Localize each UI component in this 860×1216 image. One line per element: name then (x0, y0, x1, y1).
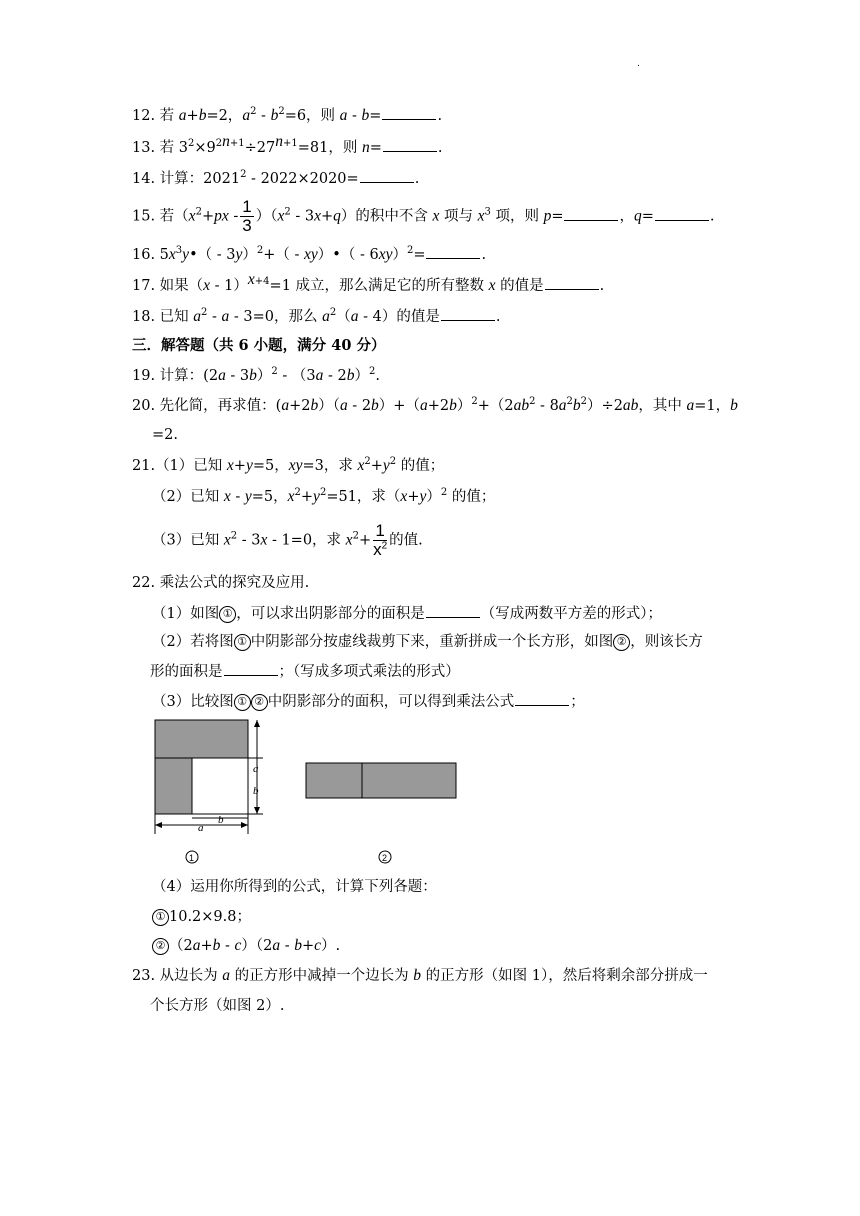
question-17: 17. 如果（x - 1）$^{x+4}$=1 成立，那么满足它的所有整数 x 的值是 . (132, 271, 605, 294)
section-heading: 三．解答题（共 6 小题，满分 40 分） (132, 337, 386, 354)
fraction: $\frac{1}{3}$ (242, 197, 252, 235)
question-22-part4: （4）运用你所得到的公式，计算下列各题： (152, 879, 437, 895)
answer-blank[interactable] (564, 206, 618, 221)
label-b: b (253, 785, 259, 797)
fraction: $\frac{1}{x^2}$ (373, 521, 388, 559)
question-13: 13. 若 $3^2\times 9^{2n+1}\div 27^{n+1}=81$，则 n= . (132, 133, 443, 156)
answer-blank[interactable] (382, 105, 436, 120)
answer-blank[interactable] (383, 137, 437, 152)
question-22-part2-cont: 形的面积是 ；（写成多项式乘法的形式） (150, 661, 460, 682)
question-20-cont: =2. (152, 427, 178, 443)
svg-text:2: 2 (382, 853, 388, 863)
question-12: 12. 若 a+b=2，$a^2 - b^2=6$，则 a - b= . (132, 106, 443, 124)
answer-blank[interactable] (545, 275, 599, 290)
answer-blank[interactable] (655, 206, 709, 221)
question-18: 18. 已知 $a^2 - a - 3=0$，那么 $a^2(a - 4)$的值是 . (132, 307, 501, 325)
question-22-part1: （1）如图 ① ，可以求出阴影部分的面积是 （写成两数平方差的形式）； (152, 603, 662, 624)
question-22-part2: （2）若将图 ① 中阴影部分按虚线裁剪下来，重新拼成一个长方形，如图 ② ，则该长方 (152, 634, 703, 650)
question-22-sub2: ② （2a+b - c）（2a - b+c）. (152, 936, 340, 956)
question-22: 22. 乘法公式的探究及应用. (132, 575, 310, 591)
question-22-part3: （3）比较图 ① ② 中阴影部分的面积，可以得到乘法公式 ； (152, 691, 585, 712)
svg-text:b: b (218, 814, 224, 826)
label-a: a (253, 763, 259, 775)
rectangle-figure-2 (306, 763, 456, 798)
question-14: 14. 计算：2021$^2$ - 2022×2020= . (132, 169, 420, 187)
question-21-part2: （2）已知 x - y=5，$x^2+y^2=51$，求$(x+y)^2$ 的值； (152, 487, 496, 505)
answer-blank[interactable] (426, 244, 480, 259)
answer-blank[interactable] (360, 168, 414, 183)
answer-blank[interactable] (441, 306, 495, 321)
header-mark: . (637, 58, 640, 69)
removed-square (192, 758, 248, 814)
answer-blank[interactable] (426, 603, 480, 618)
question-23: 23. 从边长为 a 的正方形中减掉一个边长为 b 的正方形（如图 1），然后将剩余部分拼成一 (132, 967, 708, 984)
question-21: 21.（1）已知 x+y=5，xy=3，求 $x^2+y^2$ 的值； (132, 456, 445, 474)
answer-blank[interactable] (224, 661, 278, 676)
question-19: 19. 计算：(2a - 3b）$^2$ - （3a - 2b）$^2$. (132, 366, 380, 384)
question-23-cont: 个长方形（如图 2）. (150, 998, 285, 1014)
question-22-sub1: ① 10.2×9.8； (152, 907, 251, 927)
svg-text:1: 1 (189, 853, 195, 863)
question-16: 16. $5x^3y•( - 3y)^2+$（ - xy）•（ - 6xy）$^2$= . (132, 245, 487, 263)
shaded-top-rect (155, 720, 248, 758)
shaded-left-rect (155, 758, 192, 814)
figure-squares (145, 712, 475, 872)
question-15: 15. 若（$x^2+px$ - $\frac{1}{3}$ ）$(x^2 - 3x+q)$的积中不含 x 项与 $x^3$ 项，则 p= ，q= . (132, 197, 715, 235)
question-21-part3: （3）已知 $x^2 - 3x - 1=0$，求 $x^2+$ $\frac{1}{x^2}$ 的值. (152, 521, 423, 559)
question-20: 20. 先化简，再求值：$(a+2b)(a - 2b)+(a+2b)^2+(2ab^2 - 8a^2b^2)\div 2ab$，其中 a=1，b (132, 396, 738, 414)
svg-text:a: a (198, 822, 204, 834)
answer-blank[interactable] (515, 691, 569, 706)
